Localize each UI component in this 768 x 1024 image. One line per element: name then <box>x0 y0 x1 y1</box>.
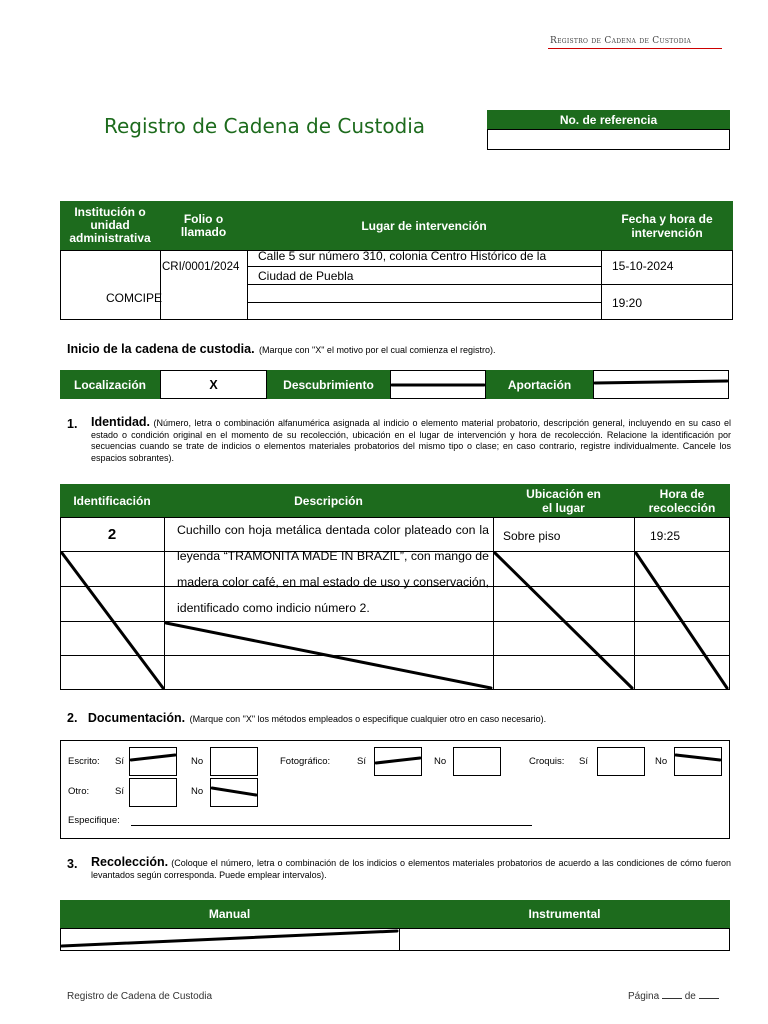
documentacion-title: Documentación. <box>87 711 186 725</box>
identidad-num: 1. <box>67 417 78 431</box>
otro-si-box[interactable] <box>129 778 177 807</box>
ubicacion-value: Sobre piso <box>503 529 561 543</box>
croquis-si-box[interactable] <box>597 747 645 776</box>
manual-cell[interactable] <box>60 928 400 951</box>
identidad-title: Identidad. <box>91 415 151 429</box>
recoleccion-block <box>91 857 731 881</box>
th-identificacion: Identificación <box>60 484 164 517</box>
hora-recoleccion-value: 19:25 <box>650 529 681 543</box>
th-folio: Folio o llamado <box>160 201 247 250</box>
hora-value: 19:20 <box>612 296 643 310</box>
th-instrumental: Instrumental <box>399 900 730 928</box>
aportacion-label: Aportación <box>486 370 593 399</box>
th-manual: Manual <box>60 900 399 928</box>
th-fecha: Fecha y hora de intervención <box>601 201 733 250</box>
descubrimiento-box[interactable] <box>390 370 486 399</box>
identidad-text: (Número, letra o combinación alfanumérica asignada al indicio o elemento material probatorio, descripción general, incluyendo en su caso el estado o condición original en el momento de su recolección, ubicación en el lugar de intervención y hora de recolección. Relacione la identificación por secuencias cuando se trate de indicios o elementos materiales probatorios del mismo tipo o clase; en caso contrario, registre individualmente. Cancele los espacios sobrantes). <box>91 418 731 463</box>
ref-input[interactable] <box>487 129 730 150</box>
otro-si-label: Sí <box>115 786 124 797</box>
croquis-label: Croquis: <box>529 756 565 767</box>
page-title: Registro de Cadena de Custodia <box>104 114 426 138</box>
recoleccion-note: (Coloque el número, letra o combinación de los indicios o elementos materiales probatorios de acuerdo a las condiciones de cómo fueron levantados según corresponda. Puede emplear intervalos). <box>91 858 731 880</box>
footer-pagina: Página <box>628 991 660 1002</box>
footer-left: Registro de Cadena de Custodia <box>67 991 213 1002</box>
instrumental-cell[interactable] <box>399 928 730 951</box>
fecha-value: 15-10-2024 <box>612 259 674 273</box>
ref-label: No. de referencia <box>487 110 730 129</box>
croquis-no-box[interactable] <box>674 747 722 776</box>
documentacion-heading <box>67 709 546 727</box>
documentacion-num: 2. <box>67 711 78 725</box>
recoleccion-title: Recolección. <box>91 855 169 869</box>
descubrimiento-label: Descubrimiento <box>267 370 390 399</box>
footer-de: de <box>684 991 696 1002</box>
footer-pagination <box>628 991 719 1002</box>
otro-label: Otro: <box>68 786 90 797</box>
especifique-label: Especifique: <box>68 815 120 826</box>
localizacion-box[interactable]: X <box>160 370 267 399</box>
escrito-si-label: Sí <box>115 756 124 767</box>
fotografico-label: Fotográfico: <box>280 756 331 767</box>
th-lugar: Lugar de intervención <box>247 201 601 250</box>
otro-no-box[interactable] <box>210 778 258 807</box>
th-institucion: Institución o unidad administrativa <box>60 201 160 250</box>
header-rule <box>548 48 722 49</box>
recoleccion-num: 3. <box>67 857 78 871</box>
th-hora-recoleccion: Hora de recolección <box>634 484 730 517</box>
especifique-line[interactable] <box>131 825 532 826</box>
fotografico-no-box[interactable] <box>453 747 501 776</box>
escrito-no-box[interactable] <box>210 747 258 776</box>
identificacion-value: 2 <box>107 525 117 543</box>
fotografico-si-label: Sí <box>357 756 366 767</box>
th-descripcion: Descripción <box>164 484 493 517</box>
escrito-si-box[interactable] <box>129 747 177 776</box>
aportacion-box[interactable] <box>593 370 729 399</box>
inicio-note: (Marque con "X" el motivo por el cual comienza el registro). <box>259 345 496 355</box>
inicio-heading <box>67 340 496 358</box>
escrito-no-label: No <box>191 756 204 767</box>
inicio-title: Inicio de la cadena de custodia. <box>67 342 255 356</box>
identidad-block <box>91 417 731 464</box>
croquis-no-label: No <box>655 756 668 767</box>
institucion-value: COMCIPE <box>106 291 163 305</box>
th-ubicacion: Ubicación en el lugar <box>493 484 634 517</box>
fotografico-si-box[interactable] <box>374 747 422 776</box>
fotografico-no-label: No <box>434 756 447 767</box>
top-right-header: Registro de Cadena de Custodia <box>550 36 692 46</box>
localizacion-label: Localización <box>60 370 160 399</box>
lugar-line2: Ciudad de Puebla <box>258 269 354 283</box>
descripcion-value: Cuchillo con hoja metálica dentada color plateado con la leyenda “TRAMONITA MADE IN BRAZIL”, con mango de madera color café, en mal estado de uso y conservación, identificado como indicio número 2. <box>177 523 489 615</box>
otro-no-label: No <box>191 786 204 797</box>
croquis-si-label: Sí <box>579 756 588 767</box>
documentacion-note: (Marque con "X" los métodos empleados o especifique cualquier otro en caso necesario). <box>189 714 547 724</box>
lugar-line1: Calle 5 sur número 310, colonia Centro Histórico de la <box>258 249 547 263</box>
escrito-label: Escrito: <box>68 756 100 767</box>
folio-value: CRI/0001/2024 <box>162 261 240 273</box>
